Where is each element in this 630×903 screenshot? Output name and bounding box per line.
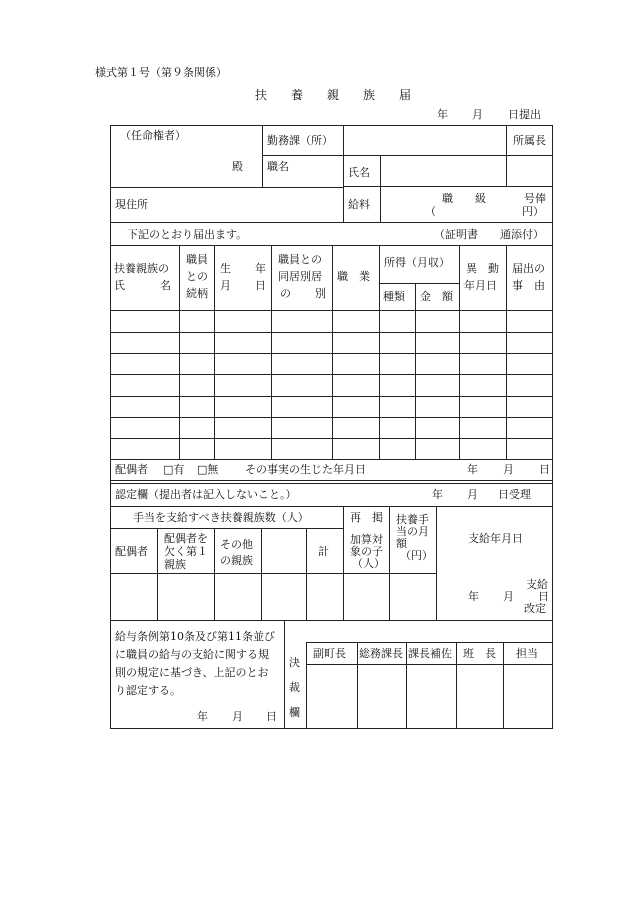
yen-close: 円）: [522, 205, 544, 218]
occupation-header: 職 業: [337, 270, 370, 283]
submit-day-label: 日提出: [508, 108, 541, 121]
income-amount-header: 金 額: [420, 290, 453, 303]
dependent-name-header-a: 氏: [114, 279, 125, 292]
honorific-dono: 殿: [232, 160, 243, 173]
title-char: 届: [399, 88, 412, 102]
relation-header-3: 続柄: [186, 287, 208, 300]
revision-label: 改定: [524, 602, 546, 615]
certificate-attached: （証明書 通添付）: [434, 228, 544, 241]
income-header: 所得（月収）: [384, 256, 450, 269]
approval-statement-line: 則の規定に基づき、上記のとお: [115, 666, 269, 679]
other-relatives-header-2: の親族: [220, 554, 253, 567]
payment-month-label: 月: [503, 590, 514, 603]
salary-label: 給料: [348, 198, 370, 211]
birth-header-hi: 日: [255, 279, 266, 292]
added-children-header-2: 象の子: [350, 545, 383, 558]
title-char: 養: [291, 88, 304, 102]
change-date-header-2: 年月日: [464, 279, 497, 292]
approval-month-label: 月: [232, 710, 243, 723]
approval-statement-line: に職員の給与の支給に関する規: [115, 648, 269, 661]
approval-year-label: 年: [197, 710, 208, 723]
title-char: 族: [363, 88, 376, 102]
role-general-affairs-chief: 総務課長: [359, 647, 403, 660]
approval-section-label: 認定欄（提出者は記入しないこと。）: [115, 488, 297, 501]
stamp-box-assistant-chief[interactable]: [407, 665, 455, 727]
birth-header-nen: 年: [255, 262, 266, 275]
approval-day-label: 日: [266, 710, 277, 723]
monthly-allowance-header-1: 扶養手: [396, 513, 429, 526]
grade-label: 職 級: [442, 192, 486, 205]
table-row[interactable]: [111, 397, 552, 417]
current-address-label: 現住所: [115, 198, 148, 211]
stamp-box-person-in-charge[interactable]: [504, 665, 552, 727]
cohabit-header-3a: の: [280, 287, 291, 300]
spouse-month-label: 月: [503, 463, 514, 476]
spouse-yes-checkbox[interactable]: □有: [163, 463, 185, 476]
cohabit-header-3b: 別: [315, 287, 326, 300]
birth-header-tsuki: 月: [220, 279, 231, 292]
no-spouse-header-1: 配偶者を: [164, 532, 208, 545]
spouse-label: 配偶者: [115, 463, 148, 476]
payment-day-label: 日: [538, 590, 549, 603]
event-date-label: その事実の生じた年月日: [245, 463, 366, 476]
decision-column-char: 裁: [289, 681, 300, 694]
payment-label: 支給: [526, 578, 548, 591]
change-date-header-1: 異 動: [466, 262, 499, 275]
step-label: 号俸: [524, 192, 546, 205]
total-header: 計: [318, 545, 329, 558]
job-title-label: 職名: [267, 160, 289, 173]
income-type-header: 種類: [383, 290, 405, 303]
reason-header-2: 事 由: [512, 279, 545, 292]
table-row[interactable]: [111, 375, 552, 396]
name-label: 氏名: [348, 166, 370, 179]
paren-open: （: [425, 205, 436, 218]
dependent-name-header-b: 名: [160, 279, 171, 292]
department-head-label: 所属長: [513, 134, 546, 147]
role-assistant-chief: 課長補佐: [408, 647, 452, 660]
birth-header-sei: 生: [220, 262, 231, 275]
dependent-name-header: 扶養親族の: [114, 262, 169, 275]
added-children-header-1: 加算対: [350, 533, 383, 546]
table-row[interactable]: [111, 418, 552, 438]
role-person-in-charge: 担当: [516, 647, 538, 660]
cohabit-header-2: 同居別居: [278, 270, 322, 283]
stamp-box-deputy-mayor[interactable]: [307, 665, 356, 727]
submit-year-label: 年: [437, 108, 448, 121]
stamp-box-team-leader[interactable]: [457, 665, 502, 727]
restated-header: 再 掲: [350, 511, 383, 524]
submit-month-label: 月: [472, 108, 483, 121]
no-spouse-header-3: 親族: [164, 558, 186, 571]
cohabit-header-1: 職員との: [278, 253, 322, 266]
received-year-label: 年: [432, 488, 443, 501]
monthly-allowance-header-4: （円）: [400, 549, 433, 562]
stamp-box-general-affairs-chief[interactable]: [358, 665, 405, 727]
title-char: 親: [327, 88, 340, 102]
spouse-count-header: 配偶者: [115, 545, 148, 558]
payment-year-label: 年: [468, 590, 479, 603]
table-row[interactable]: [111, 333, 552, 353]
spouse-day-label: 日: [539, 463, 550, 476]
allowance-count-header: 手当を支給すべき扶養親族数（人）: [133, 511, 309, 524]
work-section-label: 勤務課（所）: [267, 134, 333, 147]
appointing-authority-label: （任命権者）: [120, 129, 186, 142]
payment-date-header: 支給年月日: [468, 532, 523, 545]
declaration-text: 下記のとおり届出ます。: [127, 228, 248, 241]
table-row[interactable]: [111, 439, 552, 459]
decision-column-char: 決: [289, 656, 300, 669]
monthly-allowance-header-2: 当の月: [396, 525, 429, 538]
reason-header-1: 届出の: [512, 262, 545, 275]
form-number: 様式第１号（第９条関係）: [95, 66, 227, 79]
other-relatives-header-1: その他: [220, 538, 253, 551]
spouse-year-label: 年: [467, 463, 478, 476]
decision-column-char: 欄: [289, 706, 300, 719]
approval-statement-line: 給与条例第10条及び第11条並び: [115, 630, 275, 643]
approval-statement-line: り認定する。: [115, 684, 181, 697]
received-month-label: 月: [467, 488, 478, 501]
relation-header-2: との: [186, 270, 208, 283]
added-children-header-3: （人）: [352, 557, 385, 570]
relation-header-1: 職員: [186, 253, 208, 266]
title-char: 扶: [255, 88, 268, 102]
table-row[interactable]: [111, 311, 552, 332]
no-spouse-header-2: 欠く第１: [164, 545, 208, 558]
monthly-allowance-header-3: 額: [396, 537, 407, 550]
role-team-leader: 班 長: [463, 647, 496, 660]
table-row[interactable]: [111, 354, 552, 374]
received-day-label: 日受理: [498, 488, 531, 501]
role-deputy-mayor: 副町長: [313, 647, 346, 660]
spouse-no-checkbox[interactable]: □無: [197, 463, 219, 476]
